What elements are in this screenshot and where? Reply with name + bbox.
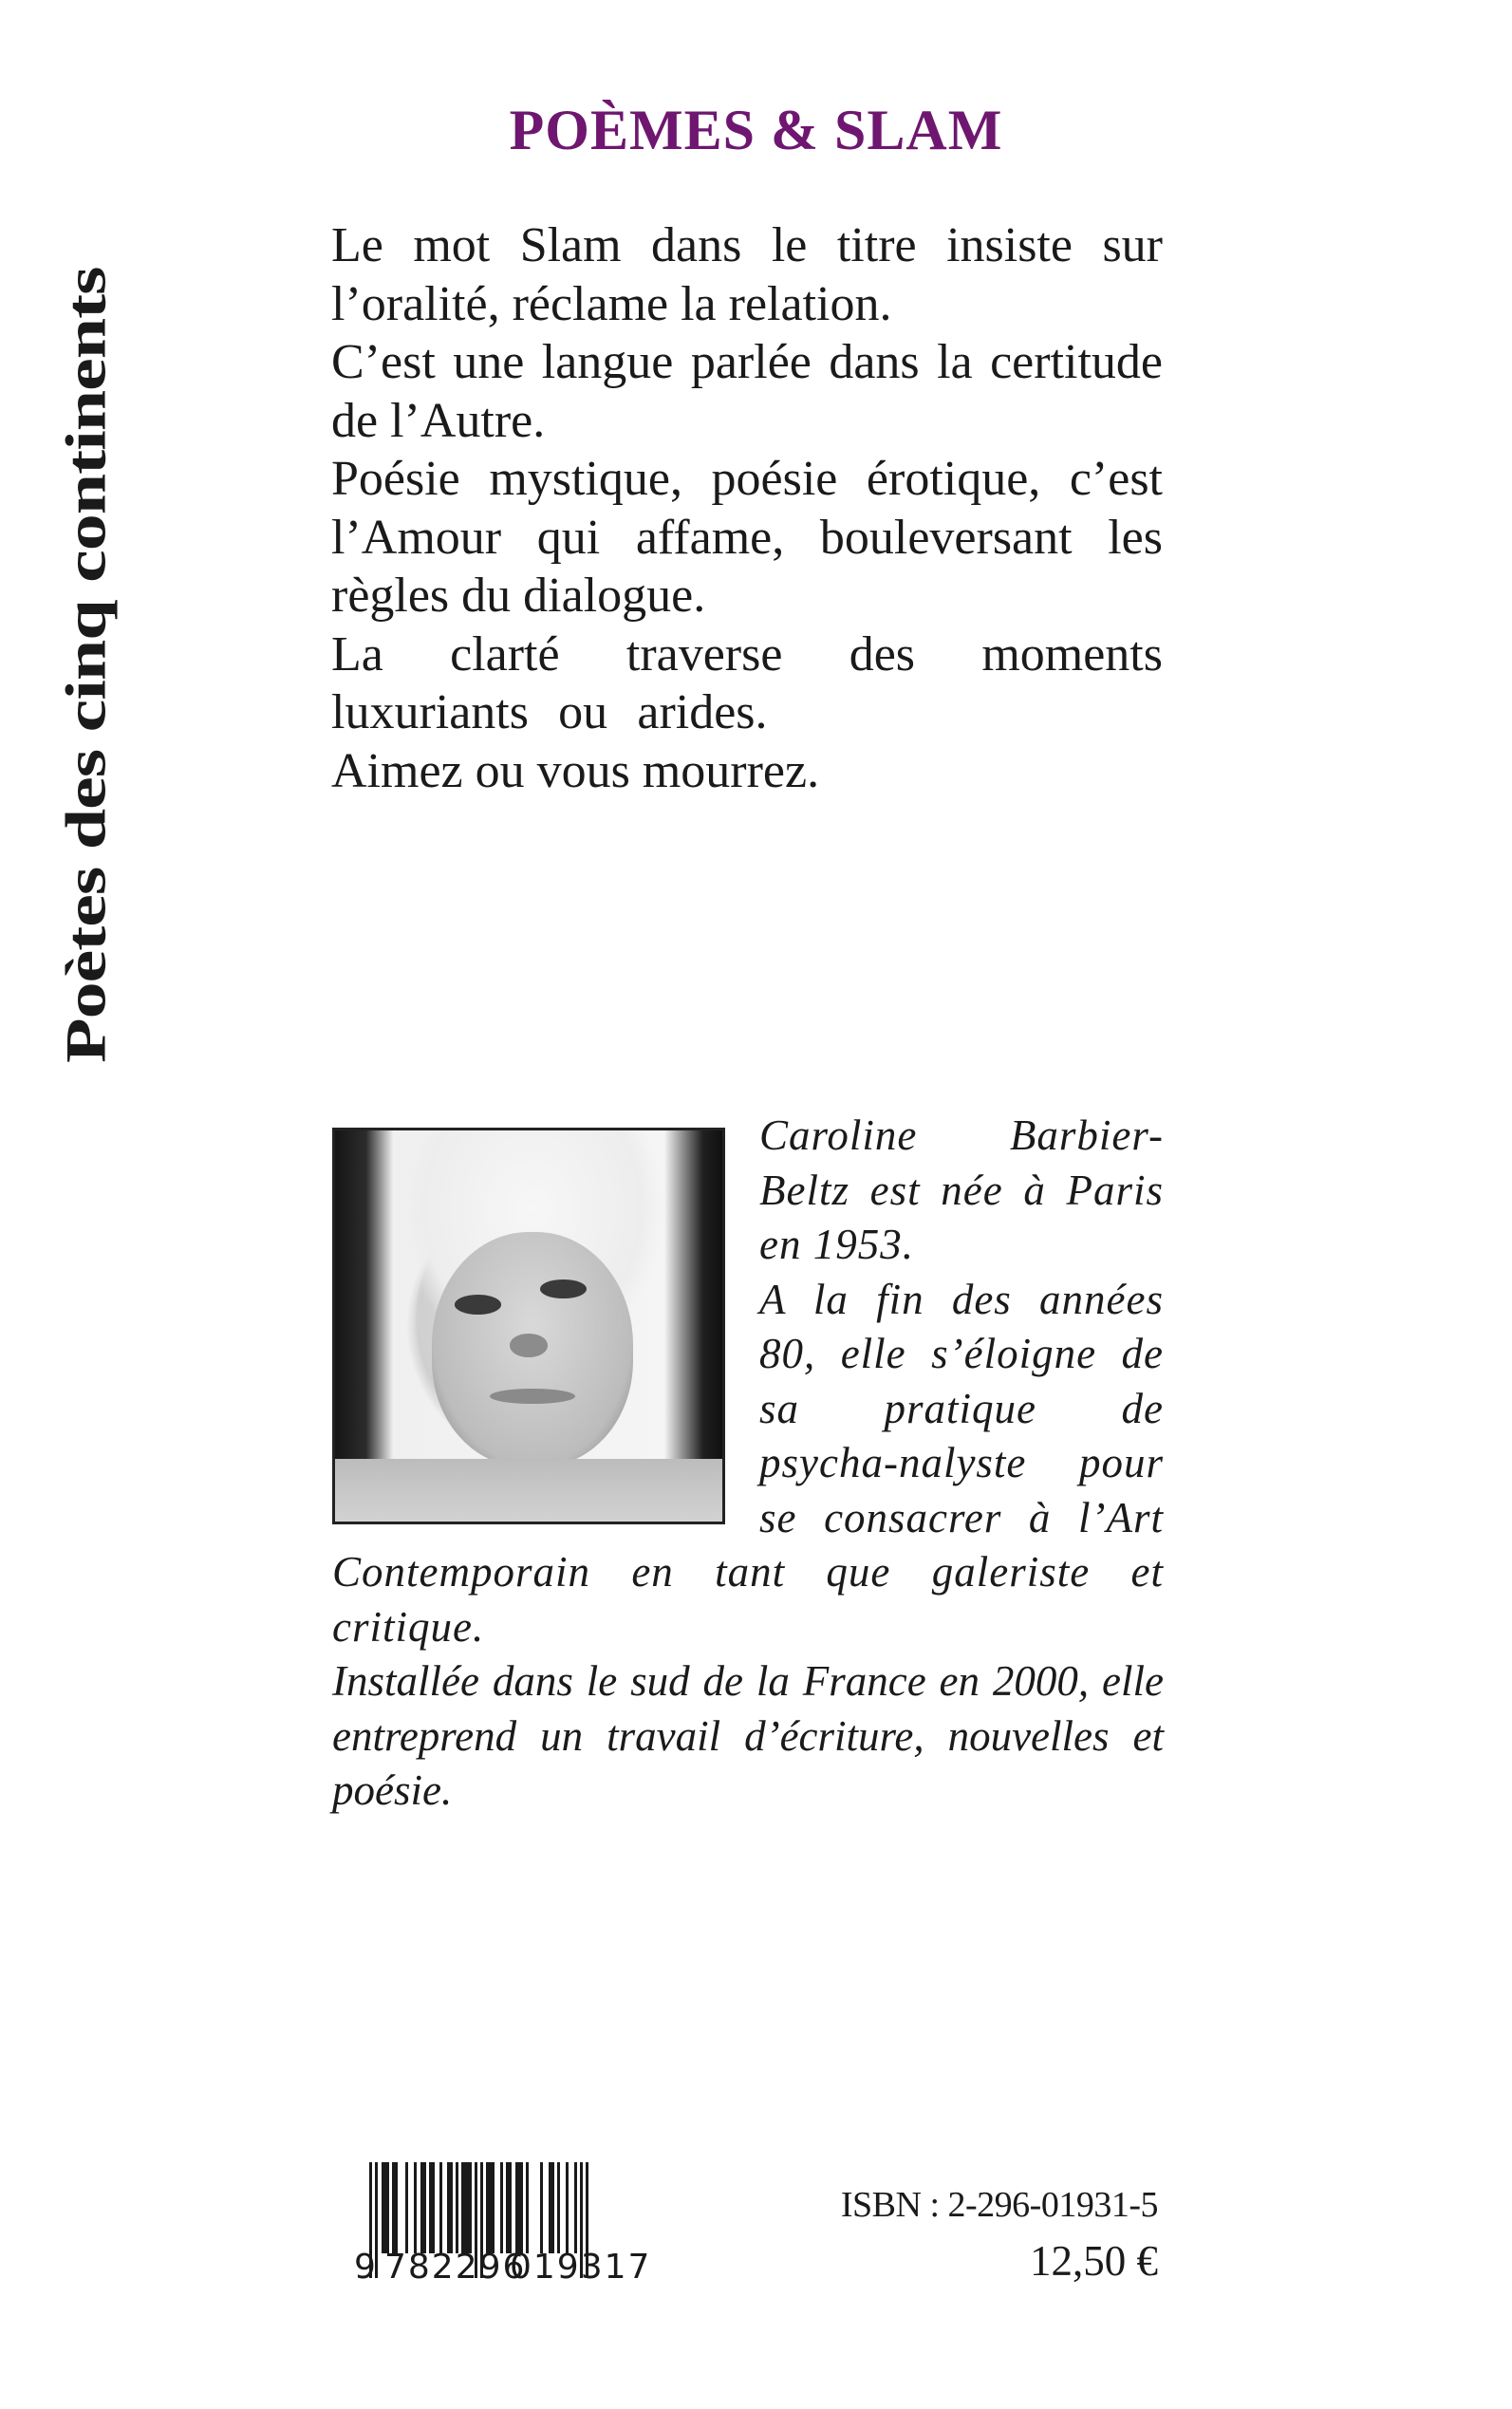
blurb-paragraph: Poésie mystique, poésie érotique, c’est l’Amour qui affame, bouleversant les règles du dialogue. [331, 452, 1163, 623]
blurb-paragraph: C’est une langue parlée dans la certitude de l’Autre. [331, 335, 1163, 448]
book-title [0, 98, 1512, 163]
spine-text: Poètes des cinq continents [52, 267, 118, 1063]
barcode-digit-first: 9 [354, 2248, 378, 2287]
bio-paragraph: Installée dans le sud de la France en 2000, elle entreprend un travail d’écriture, nouvelles et poésie. [332, 1657, 1164, 1814]
blurb-paragraph: Aimez ou vous mourrez. [331, 743, 820, 798]
blurb-paragraph: La clarté traverse des moments luxuriants ou arides. [331, 626, 1163, 739]
photo-spacer [332, 1109, 759, 1526]
blurb [331, 216, 1163, 800]
bio-paragraph: A la fin des années 80, elle s’éloigne de sa pratique de psycha-nalyste pour se consacrer à l’Art Contemporain en tant que galeriste et critique. [332, 1275, 1164, 1651]
author-bio [332, 1109, 1164, 1819]
isbn: ISBN : 2-296-01931-5 [840, 2185, 1158, 2225]
blurb-paragraph: Le mot Slam dans le titre insiste sur l’oralité, réclame la relation. [331, 218, 1163, 331]
barcode-digits-group-1: 782296 [384, 2248, 527, 2287]
bio-paragraph: Caroline Barbier-Beltz est née à Paris en 1953. [759, 1111, 1164, 1268]
barcode-digits-group-2: 019317 [510, 2248, 652, 2287]
book-title-text: POÈMES & SLAM [509, 99, 1003, 161]
price: 12,50 € [1030, 2237, 1158, 2285]
barcode-bars [369, 2162, 644, 2253]
barcode [354, 2162, 652, 2287]
